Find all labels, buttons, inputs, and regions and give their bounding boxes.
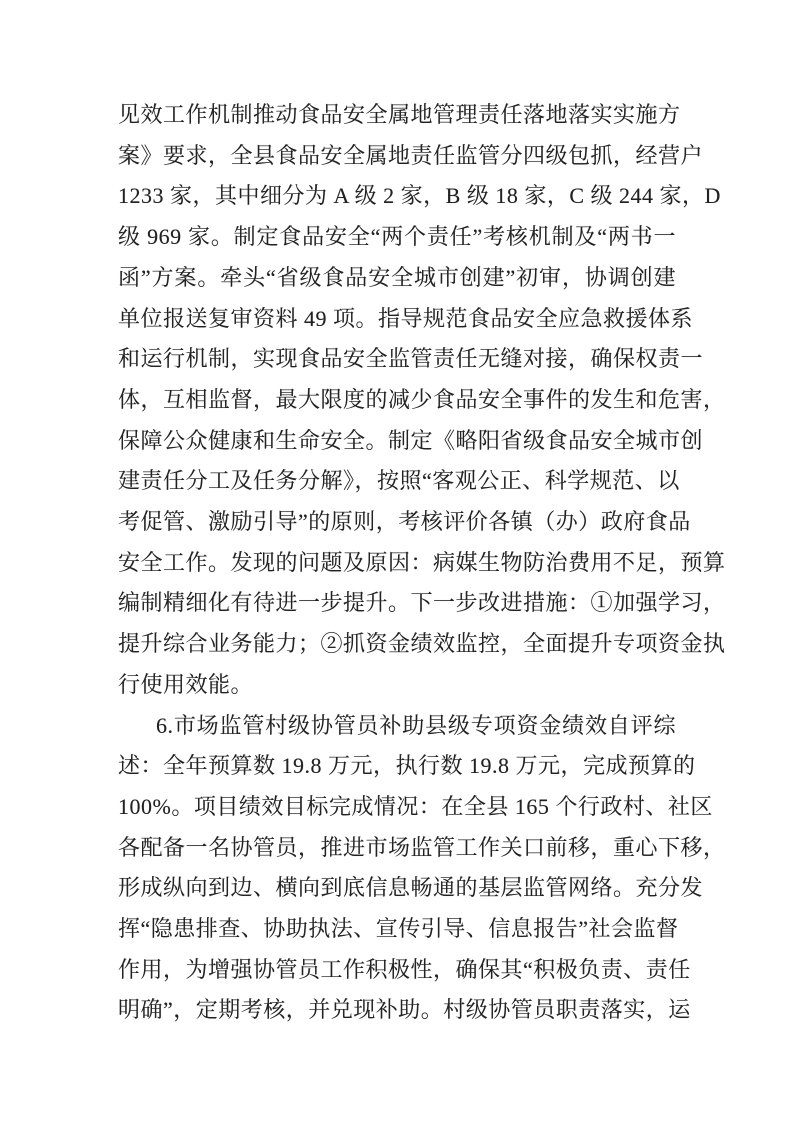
text-line: 作用，为增强协管员工作积极性，确保其“积极负责、责任 xyxy=(118,956,691,982)
document-text-block xyxy=(118,95,726,1031)
text-line: 各配备一名协管员，推进市场监管工作关口前移，重心下移， xyxy=(118,834,726,860)
text-line: 1233 家，其中细分为 A 级 2 家，B 级 18 家，C 级 244 家，D xyxy=(118,183,721,209)
text-line: 体，互相监督，最大限度的减少食品安全事件的发生和危害， xyxy=(118,386,726,412)
text-line: 考促管、激励引导”的原则，考核评价各镇（办）政府食品 xyxy=(118,509,691,535)
text-line: 函”方案。牵头“省级食品安全城市创建”初审，协调创建 xyxy=(118,264,676,290)
text-line: 提升综合业务能力；②抓资金绩效监控，全面提升专项资金执 xyxy=(118,631,726,657)
text-line: 和运行机制，实现食品安全监管责任无缝对接，确保权责一 xyxy=(118,346,704,372)
text-line: 述：全年预算数 19.8 万元，执行数 19.8 万元，完成预算的 xyxy=(118,753,696,779)
text-line: 建责任分工及任务分解》，按照“客观公正、科学规范、以 xyxy=(118,468,680,494)
text-line: 见效工作机制推动食品安全属地管理责任落地落实实施方 xyxy=(118,102,681,127)
text-line-paragraph-end: 行使用效能。 xyxy=(118,671,254,697)
text-line: 保障公众健康和生命安全。制定《略阳省级食品安全城市创 xyxy=(118,427,704,453)
text-line: 编制精细化有待进一步提升。下一步改进措施：①加强学习， xyxy=(118,590,726,616)
text-line-paragraph-start: 6.市场监管村级协管员补助县级专项资金绩效自评综 xyxy=(156,712,676,738)
text-line: 级 969 家。制定食品安全“两个责任”考核机制及“两书一 xyxy=(118,224,676,250)
text-line: 形成纵向到边、横向到底信息畅通的基层监管网络。充分发 xyxy=(118,875,704,901)
text-line: 案》要求，全县食品安全属地责任监管分四级包抓，经营户 xyxy=(118,142,704,168)
text-line: 单位报送复审资料 49 项。指导规范食品安全应急救援体系 xyxy=(118,305,694,331)
text-line: 挥“隐患排查、协助执法、宣传引导、信息报告”社会监督 xyxy=(118,916,679,942)
text-line: 100%。项目绩效目标完成情况：在全县 165 个行政村、社区 xyxy=(118,793,713,819)
text-line: 安全工作。发现的问题及原因：病媒生物防治费用不足，预算 xyxy=(118,549,726,575)
text-line: 明确”，定期考核，并兑现补助。村级协管员职责落实，运 xyxy=(118,997,691,1023)
